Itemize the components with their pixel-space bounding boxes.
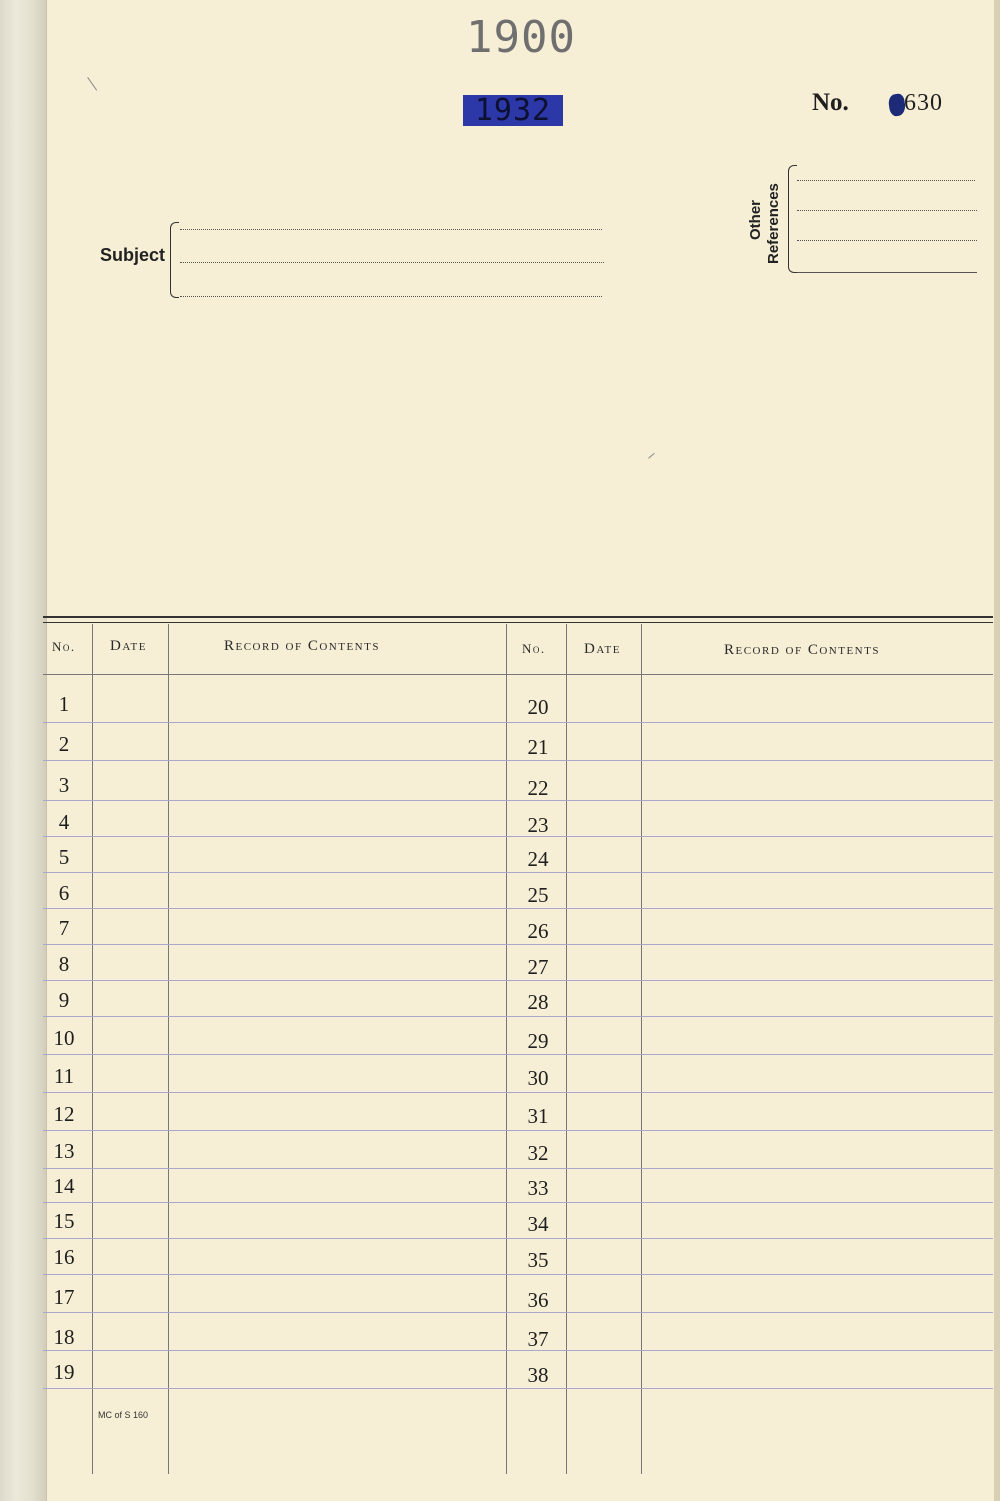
row-number: 14 (53, 1174, 75, 1198)
binding-spine (0, 0, 47, 1501)
pen-mark (87, 77, 97, 91)
header-record-left: Record of Contents (224, 638, 380, 654)
row-rule (43, 1202, 993, 1203)
column-divider (92, 624, 93, 1474)
row-number: 15 (53, 1209, 75, 1233)
row-number: 8 (58, 952, 70, 976)
row-number: 32 (527, 1141, 549, 1165)
row-rule (43, 1388, 993, 1389)
reference-line-3[interactable] (797, 240, 977, 241)
row-number: 4 (58, 810, 70, 834)
header-no-left: No. (52, 639, 76, 654)
other-references-label (747, 168, 787, 264)
row-number: 16 (53, 1245, 75, 1269)
row-rule (43, 1168, 993, 1169)
file-number-label: No. (812, 89, 849, 116)
row-number: 31 (527, 1104, 549, 1128)
row-rule (43, 872, 993, 873)
row-rule (43, 1274, 993, 1275)
row-number: 37 (527, 1327, 549, 1351)
row-rule (43, 1016, 993, 1017)
row-rule (43, 1054, 993, 1055)
row-number: 25 (527, 883, 549, 907)
row-number: 27 (527, 955, 549, 979)
column-divider (168, 624, 169, 1474)
sheet-edge (994, 0, 1000, 1501)
row-rule (43, 944, 993, 945)
row-number: 3 (58, 773, 70, 797)
row-number: 13 (53, 1139, 75, 1163)
row-number: 26 (527, 919, 549, 943)
subject-line-2[interactable] (180, 262, 604, 263)
row-number: 7 (58, 916, 70, 940)
row-number: 5 (58, 845, 70, 869)
table-top-rule (43, 616, 993, 618)
row-number: 33 (527, 1176, 549, 1200)
header-no-right: No. (522, 641, 546, 656)
subject-brace (170, 222, 179, 298)
column-divider (641, 624, 642, 1474)
row-number: 6 (58, 881, 70, 905)
row-number: 30 (527, 1066, 549, 1090)
row-number: 1 (58, 692, 70, 716)
row-number: 9 (58, 988, 70, 1012)
row-number: 20 (527, 695, 549, 719)
reference-line-1[interactable] (797, 180, 975, 181)
pen-mark (648, 453, 655, 459)
row-number: 34 (527, 1212, 549, 1236)
year-overlay-stamp: 1932 (463, 95, 563, 126)
year-stamp: 1900 (466, 12, 576, 63)
other-references-line2: References (765, 183, 782, 264)
row-number: 10 (53, 1026, 75, 1050)
row-number: 21 (527, 735, 549, 759)
row-number: 36 (527, 1288, 549, 1312)
row-rule (43, 908, 993, 909)
row-number: 19 (53, 1360, 75, 1384)
header-rule (43, 674, 993, 675)
row-rule (43, 1238, 993, 1239)
row-rule (43, 1092, 993, 1093)
column-divider (566, 624, 567, 1474)
subject-label: Subject (100, 245, 166, 265)
row-number: 11 (53, 1064, 75, 1088)
reference-line-2[interactable] (797, 210, 977, 211)
subject-line-1[interactable] (180, 229, 602, 230)
row-number: 24 (527, 847, 549, 871)
table-top-rule-inner (43, 622, 993, 623)
other-references-line1: Other (747, 199, 764, 240)
row-number: 35 (527, 1248, 549, 1272)
row-rule (43, 1130, 993, 1131)
subject-line-3[interactable] (180, 296, 602, 297)
row-rule (43, 722, 993, 723)
header-record-right: Record of Contents (724, 642, 880, 658)
row-number: 28 (527, 990, 549, 1014)
row-number: 38 (527, 1363, 549, 1387)
row-number: 23 (527, 813, 549, 837)
file-number-value: 630 (904, 90, 943, 116)
row-number: 2 (58, 732, 70, 756)
header-date-right: Date (584, 641, 621, 657)
column-divider (506, 624, 507, 1474)
row-number: 22 (527, 776, 549, 800)
row-number: 12 (53, 1102, 75, 1126)
row-rule (43, 760, 993, 761)
form-code: MC of S 160 (98, 1410, 149, 1420)
row-number: 29 (527, 1029, 549, 1053)
row-number: 17 (53, 1285, 75, 1309)
other-references-brace (788, 165, 797, 273)
row-rule (43, 980, 993, 981)
reference-line-4[interactable] (797, 272, 977, 273)
row-number: 18 (53, 1325, 75, 1349)
header-date-left: Date (110, 638, 147, 654)
